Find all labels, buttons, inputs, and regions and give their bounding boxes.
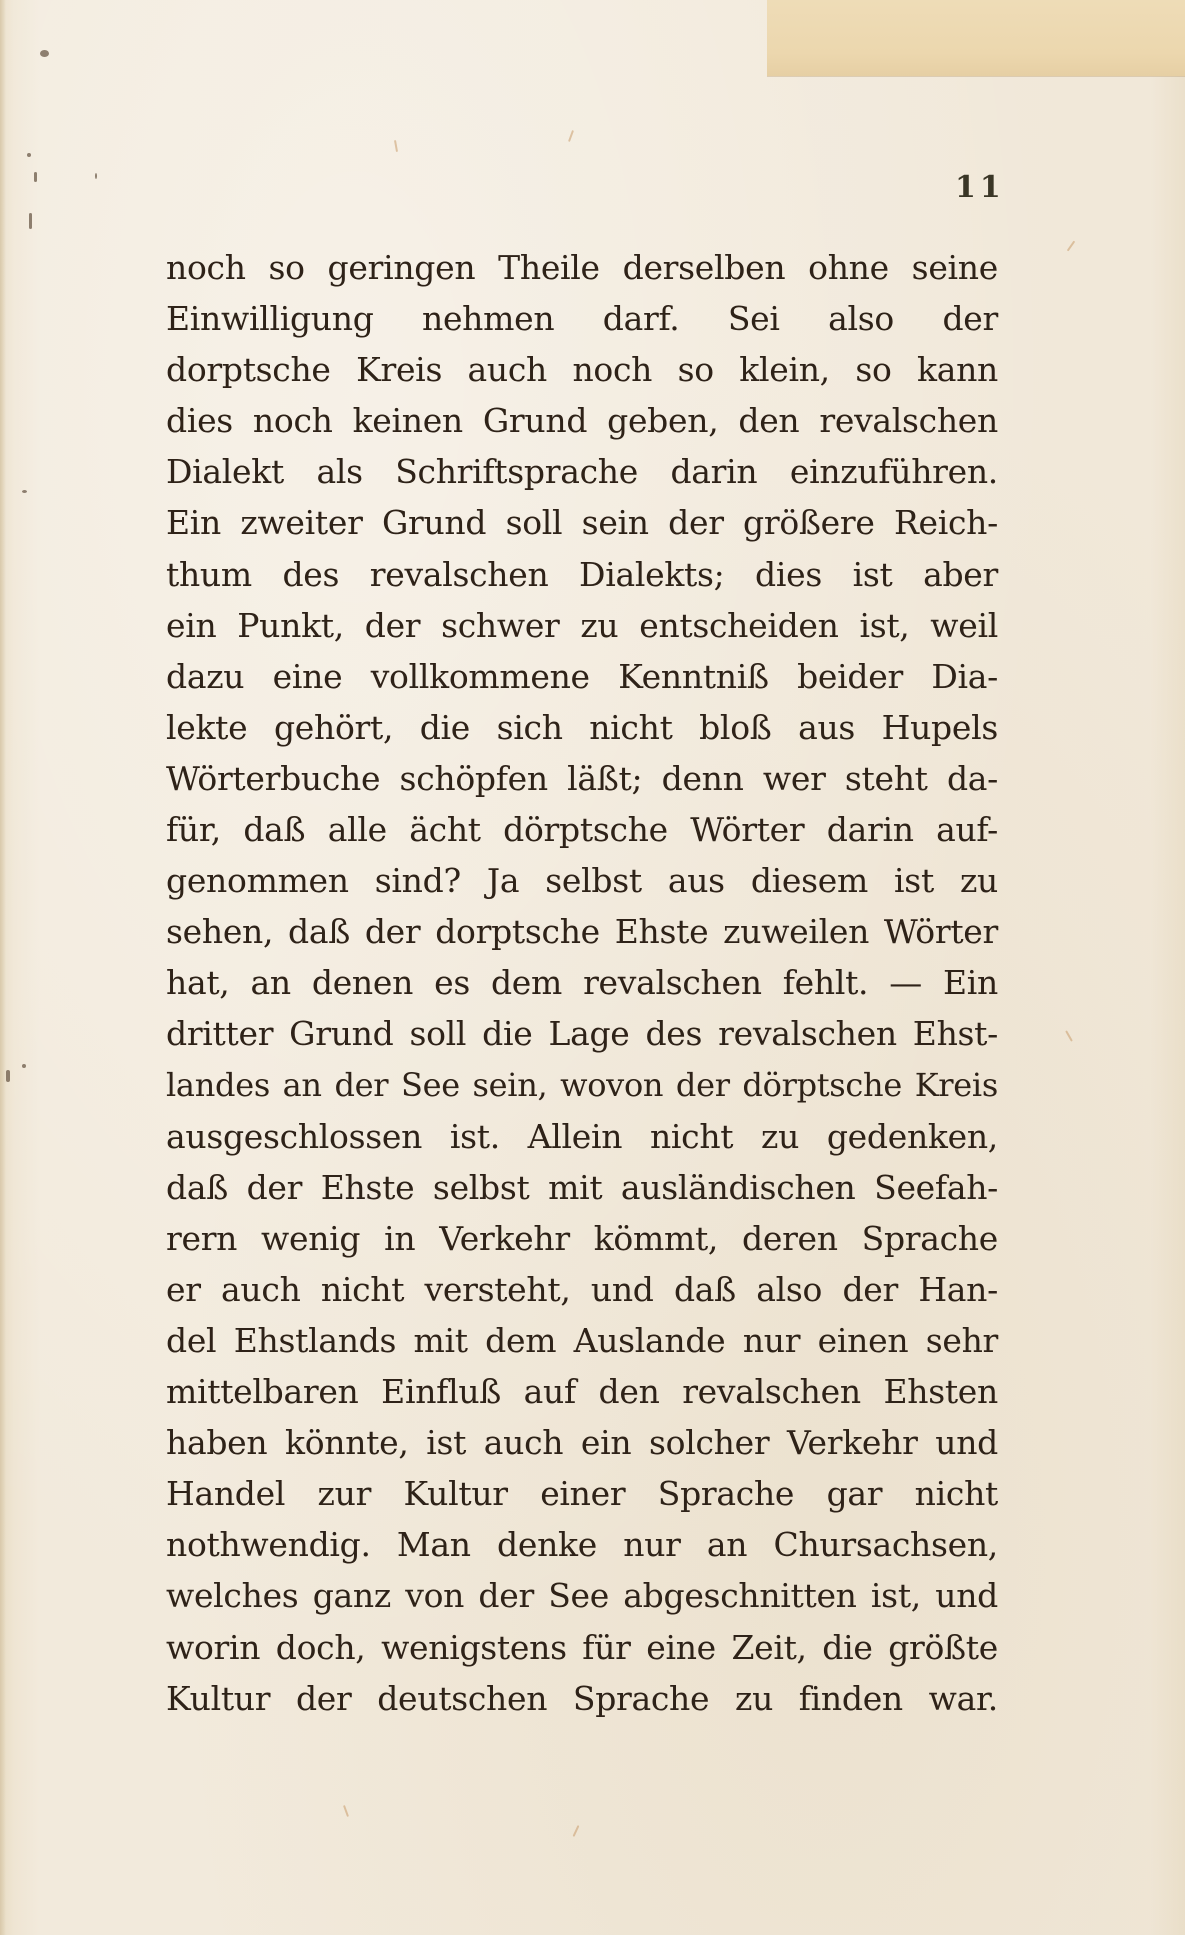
margin-speck (95, 173, 97, 179)
text-line: haben könnte, ist auch ein solcher Verkehr und (166, 1423, 998, 1463)
paper-fiber (1067, 241, 1076, 252)
text-line: Dialekt als Schriftsprache darin einzuführen. (166, 452, 998, 492)
binding-edge (0, 0, 6, 1935)
text-line: Handel zur Kultur einer Sprache gar nicht (166, 1474, 998, 1514)
margin-speck (27, 153, 31, 157)
text-line: Kultur der deutschen Sprache zu finden war. (166, 1678, 998, 1718)
margin-speck (34, 172, 37, 182)
text-line: Ein zweiter Grund soll sein der größere Reich- (166, 503, 998, 543)
margin-speck (29, 213, 32, 229)
paper-fiber (568, 130, 574, 142)
margin-speck (40, 50, 49, 57)
text-line: nothwendig. Man denke nur an Chursachsen, (166, 1525, 998, 1565)
paper-fiber (1065, 1030, 1073, 1041)
paper-repair-patch (767, 0, 1185, 76)
text-line: dritter Grund soll die Lage des revalschen Ehst- (166, 1014, 998, 1054)
text-line: del Ehstlands mit dem Auslande nur einen sehr (166, 1320, 998, 1360)
text-line: daß der Ehste selbst mit ausländischen Seefah- (166, 1167, 998, 1207)
text-line: sehen, daß der dorptsche Ehste zuweilen Wörter (166, 912, 998, 952)
paper-fiber (394, 140, 398, 152)
text-line: thum des revalschen Dialekts; dies ist aber (166, 554, 998, 594)
text-line: Einwilligung nehmen darf. Sei also der (166, 299, 998, 339)
text-line: Wörterbuche schöpfen läßt; denn wer steht da- (166, 758, 998, 798)
text-line: für, daß alle ächt dörptsche Wörter darin auf- (166, 810, 998, 850)
text-line: worin doch, wenigstens für eine Zeit, die größte (166, 1627, 998, 1667)
paper-fiber (343, 1805, 349, 1817)
body-text (166, 242, 998, 1724)
text-line: dazu eine vollkommene Kenntniß beider Dia- (166, 656, 998, 696)
text-line: ein Punkt, der schwer zu entscheiden ist, weil (166, 605, 998, 645)
margin-speck (6, 1070, 10, 1082)
text-line: dorptsche Kreis auch noch so klein, so kann (166, 350, 998, 390)
paper-fiber (573, 1825, 580, 1837)
text-line: rern wenig in Verkehr kömmt, deren Sprache (166, 1218, 998, 1258)
text-line: hat, an denen es dem revalschen fehlt. — Ein (166, 963, 998, 1003)
text-line: er auch nicht versteht, und daß also der Han- (166, 1269, 998, 1309)
text-line: dies noch keinen Grund geben, den revalschen (166, 401, 998, 441)
text-line: genommen sind? Ja selbst aus diesem ist zu (166, 861, 998, 901)
text-line: ausgeschlossen ist. Allein nicht zu gedenken, (166, 1116, 998, 1156)
margin-speck (22, 1064, 26, 1068)
text-line: landes an der See sein, wovon der dörptsche Kreis (166, 1065, 998, 1104)
text-line: noch so geringen Theile derselben ohne seine (166, 248, 998, 287)
margin-speck (22, 490, 27, 493)
text-line: lekte gehört, die sich nicht bloß aus Hupels (166, 707, 998, 747)
text-line: mittelbaren Einfluß auf den revalschen Ehsten (166, 1372, 998, 1412)
text-line: welches ganz von der See abgeschnitten ist, und (166, 1576, 998, 1616)
page-number: 11 (955, 170, 1005, 205)
